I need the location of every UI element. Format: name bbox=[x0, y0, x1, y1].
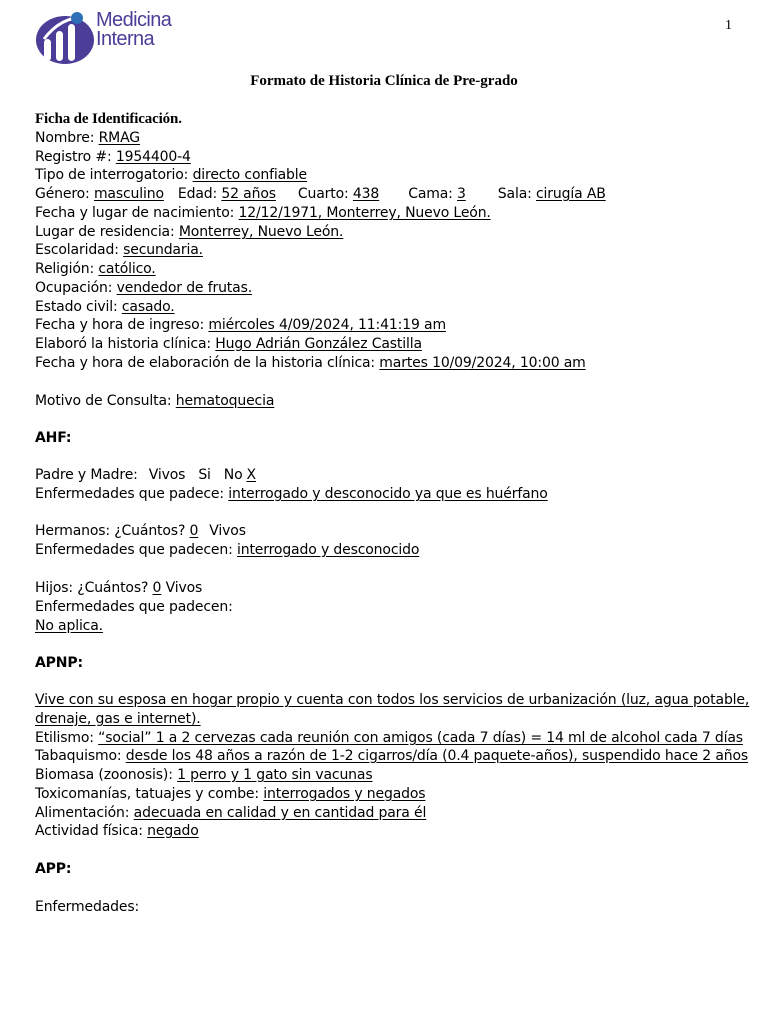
logo-text bbox=[96, 11, 171, 49]
field-value: hematoquecia bbox=[175, 393, 275, 409]
field-label: Fecha y lugar de nacimiento: bbox=[35, 205, 239, 221]
field-ingreso bbox=[35, 316, 446, 334]
field-value: 0 bbox=[152, 580, 162, 596]
field-label: Padre y Madre: bbox=[35, 467, 138, 483]
field-label-genero: Género: bbox=[35, 186, 94, 202]
field-label: Biomasa (zoonosis): bbox=[35, 767, 178, 783]
field-value: interrogado y desconocido ya que es huérfano bbox=[228, 486, 548, 502]
field-vivos: Vivos bbox=[209, 523, 246, 539]
field-label: Etilismo: bbox=[35, 730, 99, 746]
field-value: No aplica. bbox=[35, 618, 103, 634]
field-enfermedades-label: Enfermedades: bbox=[35, 899, 140, 915]
field-escolaridad bbox=[35, 241, 203, 259]
field-value: secundaria. bbox=[123, 242, 203, 258]
field-label: Motivo de Consulta: bbox=[35, 393, 176, 409]
field-label: Alimentación: bbox=[35, 805, 134, 821]
field-padres-enfermedades bbox=[35, 485, 548, 503]
field-alimentacion bbox=[35, 804, 426, 822]
field-nacimiento bbox=[35, 204, 491, 222]
medicina-interna-logo bbox=[34, 9, 184, 67]
field-hijos bbox=[35, 579, 202, 597]
field-value: interrogado y desconocido bbox=[236, 542, 420, 558]
field-tabaquismo bbox=[35, 747, 748, 765]
field-value: 0 bbox=[189, 523, 199, 539]
logo-line-1: Medicina bbox=[96, 9, 172, 31]
field-registro bbox=[35, 148, 191, 166]
field-elaboro bbox=[35, 335, 422, 353]
section-heading-app: APP: bbox=[35, 861, 72, 877]
field-label-sala: Sala: bbox=[497, 186, 536, 202]
field-label: Hijos: ¿Cuántos? bbox=[35, 580, 153, 596]
field-value: miércoles 4/09/2024, 11:41:19 am bbox=[208, 317, 446, 333]
field-label: Registro #: bbox=[35, 149, 116, 165]
field-value-genero: masculino bbox=[93, 186, 164, 202]
field-interrogatorio bbox=[35, 166, 307, 184]
field-value: desde los 48 años a razón de 1-2 cigarros/día (0.4 paquete-años), suspendido hace 2 años bbox=[125, 748, 749, 764]
field-mark: X bbox=[246, 467, 256, 483]
field-religion bbox=[35, 260, 156, 278]
field-value: RMAG bbox=[98, 130, 140, 146]
field-label: Estado civil: bbox=[35, 299, 122, 315]
field-label: Enfermedades que padecen: bbox=[35, 542, 237, 558]
field-value: drenaje, gas e internet). bbox=[35, 711, 201, 727]
field-value: interrogados y negados bbox=[263, 786, 426, 802]
field-biomasa bbox=[35, 766, 372, 784]
field-value: católico. bbox=[98, 261, 156, 277]
field-value: vendedor de frutas. bbox=[116, 280, 253, 296]
field-label: Elaboró la historia clínica: bbox=[35, 336, 216, 352]
field-label: Toxicomanías, tatuajes y combe: bbox=[35, 786, 264, 802]
logo-mark-icon bbox=[34, 9, 98, 67]
field-value: Monterrey, Nuevo León. bbox=[178, 224, 344, 240]
field-label: Religión: bbox=[35, 261, 99, 277]
field-label-cama: Cama: bbox=[408, 186, 458, 202]
field-actividad bbox=[35, 822, 199, 840]
field-label: Lugar de residencia: bbox=[35, 224, 179, 240]
field-value: martes 10/09/2024, 10:00 am bbox=[379, 355, 586, 371]
field-value: 12/12/1971, Monterrey, Nuevo León. bbox=[238, 205, 491, 221]
field-etilismo bbox=[35, 729, 743, 747]
field-value-cuarto: 438 bbox=[352, 186, 380, 202]
field-vivienda-line1 bbox=[35, 691, 749, 709]
field-label: Hermanos: ¿Cuántos? bbox=[35, 523, 190, 539]
page-title: Formato de Historia Clínica de Pre-grado bbox=[250, 73, 518, 89]
field-value-cama: 3 bbox=[457, 186, 466, 202]
field-label: Tabaquismo: bbox=[35, 748, 126, 764]
field-toxicomanias bbox=[35, 785, 425, 803]
field-label: Actividad física: bbox=[35, 823, 148, 839]
field-value: 1954400-4 bbox=[115, 149, 191, 165]
field-si: Si bbox=[198, 467, 211, 483]
field-value-sala: cirugía AB bbox=[536, 186, 606, 202]
field-vivos: Vivos bbox=[161, 580, 203, 596]
field-label: Nombre: bbox=[35, 130, 99, 146]
field-value: Vive con su esposa en hogar propio y cuenta con todos los servicios de urbanización (luz, agua potable, bbox=[35, 692, 750, 708]
field-label: Enfermedades que padece: bbox=[35, 486, 229, 502]
field-ocupacion bbox=[35, 279, 252, 297]
field-demographics-row bbox=[35, 185, 606, 203]
field-label: Tipo de interrogatorio: bbox=[35, 167, 193, 183]
logo-line-2: Interna bbox=[96, 28, 155, 50]
field-motivo bbox=[35, 392, 274, 410]
field-label-edad: Edad: bbox=[177, 186, 222, 202]
field-value: adecuada en calidad y en cantidad para él bbox=[133, 805, 427, 821]
field-padres bbox=[35, 466, 256, 484]
field-vivienda-line2 bbox=[35, 710, 201, 728]
field-residencia bbox=[35, 223, 343, 241]
field-hijos-enfermedades-value bbox=[35, 617, 103, 635]
field-value: Hugo Adrián González Castilla bbox=[215, 336, 422, 352]
section-heading-ahf: AHF: bbox=[35, 430, 72, 446]
field-no: No bbox=[223, 467, 243, 483]
field-value: negado bbox=[147, 823, 199, 839]
field-hermanos-enfermedades bbox=[35, 541, 419, 559]
field-value: “social” 1 a 2 cervezas cada reunión con amigos (cada 7 días) = 14 ml de alcohol cada 7 días bbox=[98, 730, 743, 746]
field-label-cuarto: Cuarto: bbox=[297, 186, 353, 202]
field-nombre bbox=[35, 129, 140, 147]
field-label: Ocupación: bbox=[35, 280, 117, 296]
field-label: Fecha y hora de ingreso: bbox=[35, 317, 209, 333]
field-estado-civil bbox=[35, 298, 175, 316]
field-vivos: Vivos bbox=[148, 467, 186, 483]
field-value: 1 perro y 1 gato sin vacunas bbox=[177, 767, 373, 783]
page-number: 1 bbox=[725, 18, 732, 33]
field-value-edad: 52 años bbox=[221, 186, 276, 202]
field-hijos-enfermedades-label: Enfermedades que padecen: bbox=[35, 599, 233, 615]
field-hermanos bbox=[35, 522, 246, 540]
field-label: Fecha y hora de elaboración de la historia clínica: bbox=[35, 355, 380, 371]
section-heading-ficha: Ficha de Identificación. bbox=[35, 111, 182, 127]
section-heading-apnp: APNP: bbox=[35, 655, 83, 671]
field-label: Escolaridad: bbox=[35, 242, 124, 258]
field-elaboracion bbox=[35, 354, 586, 372]
field-value: casado. bbox=[121, 299, 175, 315]
field-value: directo confiable bbox=[192, 167, 307, 183]
